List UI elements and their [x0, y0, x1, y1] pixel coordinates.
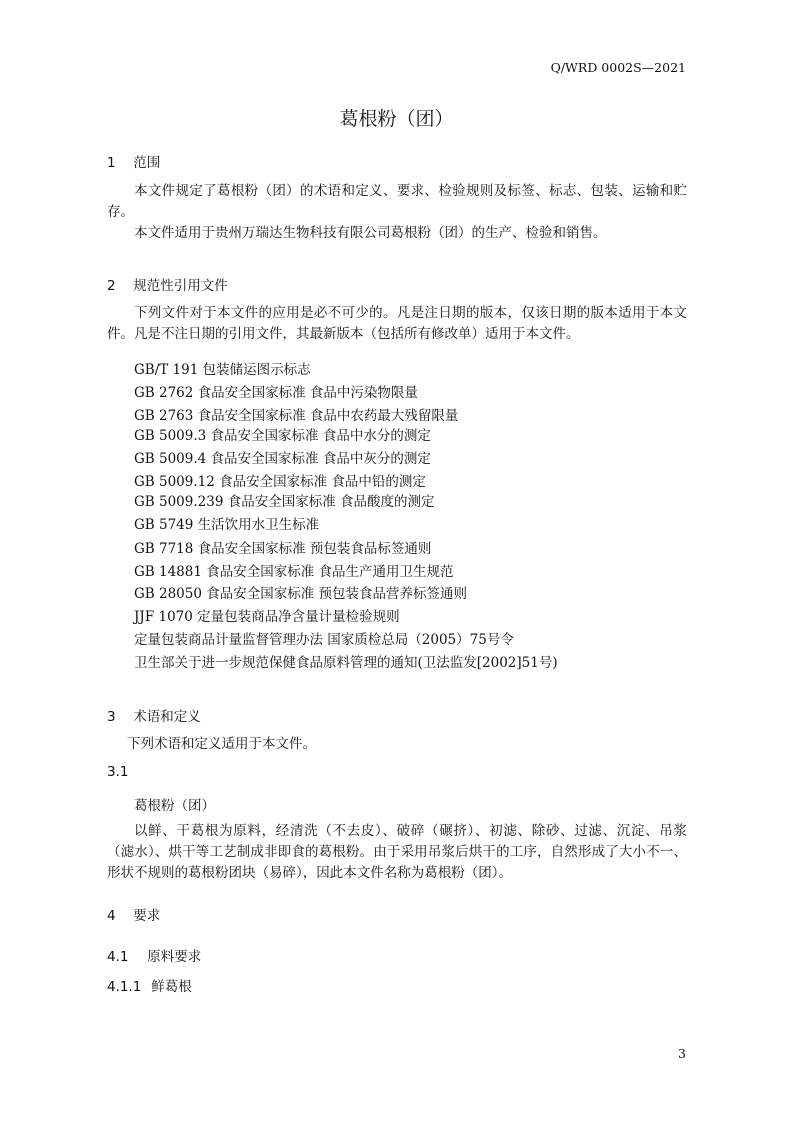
subsection-4-1-1-heading — [107, 975, 192, 995]
subsection-4-1-heading — [107, 945, 201, 965]
term-name: 葛根粉（团） — [134, 798, 215, 814]
section-title: 要求 — [133, 908, 161, 924]
page-number: 3 — [678, 1046, 686, 1061]
scope-paragraph-1: 本文件规定了葛根粉（团）的术语和定义、要求、检验规则及标签、标志、包装、运输和贮存。 — [107, 183, 687, 220]
section-number: 2 — [107, 278, 116, 294]
subsection-title: 鲜葛根 — [151, 979, 192, 995]
section-4-heading — [107, 904, 160, 924]
reference-item: GB 5749 生活饮用水卫生标准 — [134, 517, 320, 533]
subsection-number: 4.1.1 — [107, 979, 142, 995]
reference-item: JJF 1070 定量包装商品净含量计量检验规则 — [134, 609, 400, 625]
reference-item: GB 2762 食品安全国家标准 食品中污染物限量 — [134, 385, 418, 401]
reference-item: GB 7718 食品安全国家标准 预包装食品标签通则 — [134, 541, 432, 557]
reference-item: 定量包装商品计量监督管理办法 国家质检总局（2005）75号令 — [134, 632, 514, 648]
section-title: 范围 — [133, 155, 161, 171]
reference-item: GB 5009.3 食品安全国家标准 食品中水分的测定 — [134, 428, 431, 444]
reference-item: GB/T 191 包装储运图示标志 — [134, 362, 311, 378]
section-1-heading — [107, 151, 160, 171]
section-number: 1 — [107, 155, 116, 171]
reference-item: GB 5009.4 食品安全国家标准 食品中灰分的测定 — [134, 451, 431, 467]
document-title: 葛根粉（团） — [339, 108, 454, 130]
terms-intro-paragraph: 下列术语和定义适用于本文件。 — [127, 736, 316, 752]
section-title: 规范性引用文件 — [133, 278, 228, 294]
section-title: 术语和定义 — [133, 709, 201, 725]
reference-item: GB 28050 食品安全国家标准 预包装食品营养标签通则 — [134, 586, 468, 602]
section-number: 3 — [107, 709, 116, 725]
section-number: 4 — [107, 908, 116, 924]
reference-item: GB 5009.12 食品安全国家标准 食品中铅的测定 — [134, 474, 426, 490]
reference-item: GB 5009.239 食品安全国家标准 食品酸度的测定 — [134, 494, 435, 510]
reference-item: GB 14881 食品安全国家标准 食品生产通用卫生规范 — [134, 564, 454, 580]
scope-paragraph-2: 本文件适用于贵州万瑞达生物科技有限公司葛根粉（团）的生产、检验和销售。 — [134, 225, 607, 241]
section-3-heading — [107, 705, 201, 725]
subsection-3-1-number: 3.1 — [107, 764, 129, 780]
section-2-heading — [107, 274, 228, 294]
reference-item: 卫生部关于进一步规范保健食品原料管理的通知(卫法监发[2002]51号) — [134, 655, 558, 671]
document-number: Q/WRD 0002S—2021 — [550, 60, 686, 75]
normative-intro-paragraph: 下列文件对于本文件的应用是必不可少的。凡是注日期的版本，仅该日期的版本适用于本文件。凡是不注日期的引用文件，其最新版本（包括所有修改单）适用于本文件。 — [107, 305, 687, 342]
reference-item: GB 2763 食品安全国家标准 食品中农药最大残留限量 — [134, 408, 459, 424]
term-definition: 以鲜、干葛根为原料，经清洗（不去皮）、破碎（碾挤）、初滤、除砂、过滤、沉淀、吊浆（滤水）、烘干等工艺制成非即食的葛根粉。由于采用吊浆后烘干的工序，自然形成了大小不一、形状不规则的葛根粉团块（易碎），因此本文件名称为葛根粉（团）。 — [107, 823, 687, 881]
subsection-number: 4.1 — [107, 949, 129, 965]
subsection-title: 原料要求 — [147, 949, 202, 965]
